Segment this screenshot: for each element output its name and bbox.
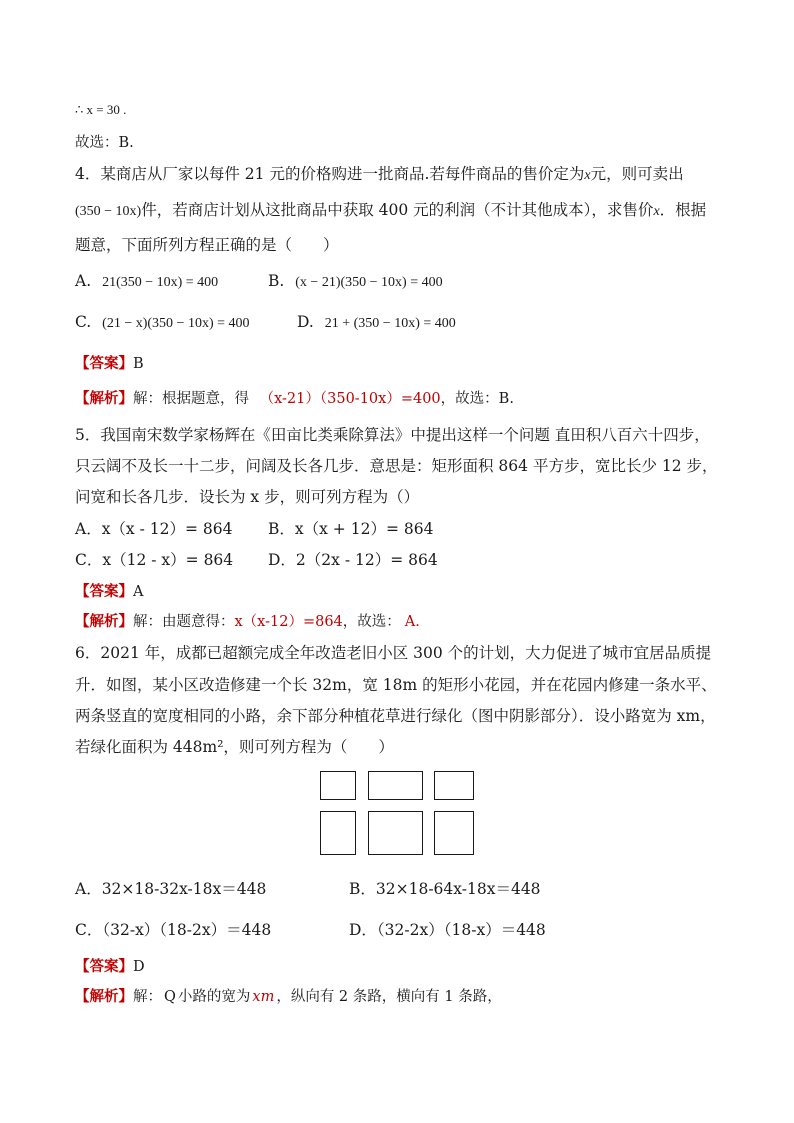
garden-plot-top-middle [368, 771, 423, 800]
q6-stem-line-4: 若绿化面积为 448m²，则可列方程为（ ） [75, 738, 394, 756]
q6-option-b: B．32×18-64x-18x＝448 [349, 880, 541, 898]
q4-stem-text-1: 4．某商店从厂家以每件 21 元的价格购进一批商品.若每件商品的售价定为 [75, 165, 585, 183]
q6-stem-line-2: 升．如图，某小区改造修建一个长 32m，宽 18m 的矩形小花园，并在花园内修建一条水平、 [75, 676, 717, 694]
q6-analysis-tag: 【解析】 [75, 988, 133, 1005]
q6-analysis-text-c: 小路的宽为 [177, 989, 251, 1005]
q4-analysis [75, 387, 514, 408]
q4-option-d-text: 21 + (350 − 10x) = 400 [324, 316, 456, 331]
q6-analysis [75, 985, 502, 1006]
q5-stem-line-3: 问宽和长各几步．设长为 x 步，则可列方程为（） [75, 488, 420, 506]
q6-option-c: C．（32-x）（18-2x）＝448 [75, 921, 272, 939]
q4-stem-line-2 [75, 198, 706, 220]
q4-stem-text-2: 件，若商店计划从这批商品中获取 400 元的利润（不计其他成本），求售价 [141, 201, 654, 219]
garden-plot-bottom-left [320, 811, 356, 855]
q6-answer-tag: 【答案】 [75, 958, 133, 975]
garden-plot-bottom-right [434, 811, 474, 855]
q4-answer-tag: 【答案】 [75, 355, 133, 372]
q4-stem-line-1 [75, 162, 684, 184]
q5-analysis-choice: A． [404, 614, 430, 630]
q5-analysis-tag: 【解析】 [75, 613, 133, 630]
q4-option-a-label: A. [75, 272, 92, 290]
q4-stem-text-1-end: 元，则可卖出 [590, 165, 684, 183]
q5-answer-tag: 【答案】 [75, 583, 133, 600]
q6-analysis-q-symbol: Q [164, 989, 176, 1005]
q4-analysis-equation: （x-21）（350-10x）=400 [259, 391, 441, 407]
q6-analysis-text-e: ，纵向有 2 条路，横向有 1 条路， [276, 989, 502, 1005]
q6-stem-line-3: 两条竖直的宽度相同的小路，余下部分种植花草进行绿化（图中阴影部分）．设小路宽为 xm， [75, 707, 716, 725]
q5-option-b: B．x（x + 12）= 864 [268, 520, 434, 538]
q5-analysis-text-a: 解：由题意得： [133, 614, 235, 630]
q5-stem-line-1: 5．我国南宋数学家杨辉在《田亩比类乘除算法》中提出这样一个问题 直田积八百六十四步， [75, 426, 710, 444]
q4-option-a-text: 21(350 − 10x) = 400 [102, 275, 219, 290]
q6-analysis-xm: xm [252, 989, 275, 1005]
q4-stem-line-3: 题意，下面所列方程正确的是（ ） [75, 236, 339, 254]
q4-answer [75, 352, 144, 373]
q4-analysis-text-a: 解：根据题意，得 [133, 391, 249, 407]
q4-expr-350: (350 − 10x) [75, 204, 142, 219]
q5-answer-value: A [133, 584, 144, 600]
q6-option-a: A．32×18-32x-18x＝448 [75, 880, 267, 898]
therefore-line: ∴ x = 30 . [75, 102, 127, 117]
q4-option-b [268, 272, 443, 291]
q4-option-d-label: D. [297, 313, 314, 331]
q5-analysis [75, 610, 430, 631]
q4-stem-text-2-end: ．根据 [659, 201, 707, 219]
garden-plot-top-left [320, 771, 356, 800]
q4-answer-value: B [133, 356, 144, 372]
q4-option-d [297, 313, 456, 332]
q4-var-x-2: x [653, 204, 660, 219]
q4-option-b-text: (x − 21)(350 − 10x) = 400 [295, 275, 443, 290]
q4-analysis-tag: 【解析】 [75, 390, 133, 407]
q4-var-x: x [584, 168, 591, 183]
q5-option-c: C．x（12 - x）= 864 [75, 551, 234, 569]
q6-option-d: D．（32-2x）（18-x）＝448 [349, 921, 546, 939]
q5-answer [75, 580, 143, 601]
q4-option-c [75, 313, 250, 332]
q5-analysis-equation: x（x-12）=864 [234, 614, 343, 630]
q4-option-c-text: (21 − x)(350 − 10x) = 400 [102, 316, 250, 331]
q6-answer [75, 955, 145, 976]
q4-option-c-label: C. [75, 313, 92, 331]
choose-line: 故选：B. [75, 135, 134, 151]
garden-plot-bottom-middle [368, 811, 423, 855]
garden-plot-top-right [434, 771, 474, 800]
q6-stem-line-1: 6．2021 年，成都已超额完成全年改造老旧小区 300 个的计划，大力促进了城市宜居品质提 [75, 644, 712, 662]
q6-analysis-text-a: 解： [133, 989, 162, 1005]
q4-option-a [75, 272, 218, 291]
q4-option-b-label: B. [268, 272, 285, 290]
q5-analysis-text-c: ，故选： [342, 614, 401, 630]
q6-answer-value: D [133, 959, 145, 975]
q4-analysis-text-c: ，故选：B. [440, 391, 514, 407]
q5-option-d: D．2（2x - 12）= 864 [268, 551, 438, 569]
q5-option-a: A．x（x - 12）= 864 [75, 520, 233, 538]
q5-stem-line-2: 只云阔不及长一十二步，问阔及长各几步．意思是：矩形面积 864 平方步，宽比长少 12 步， [75, 457, 718, 475]
